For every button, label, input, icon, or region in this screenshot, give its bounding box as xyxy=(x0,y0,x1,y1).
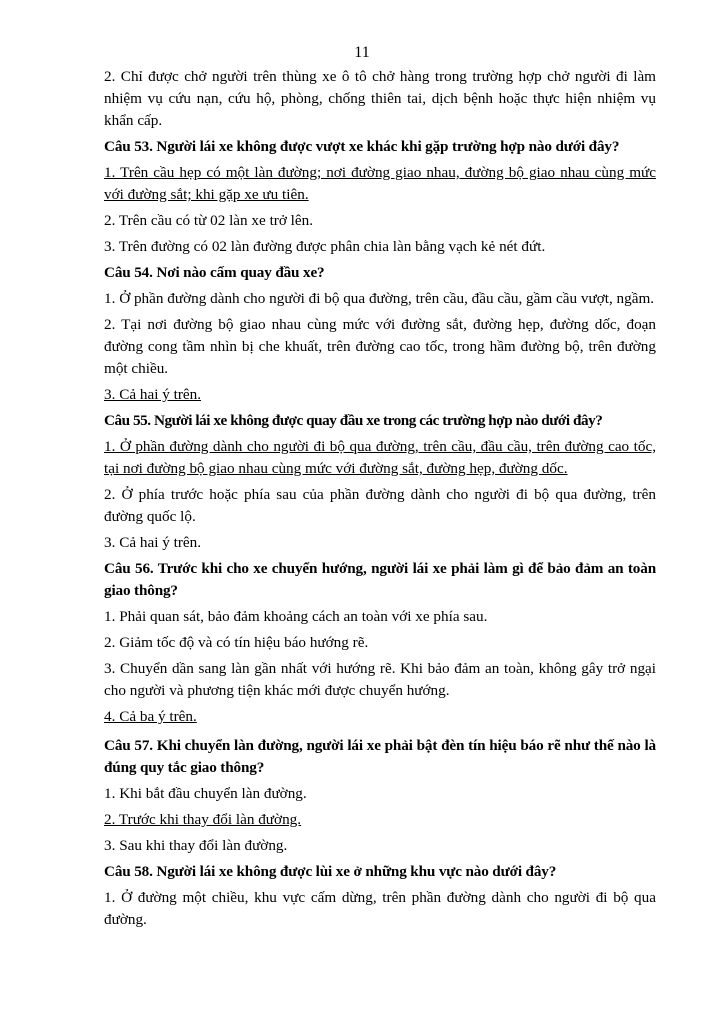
answer-option: 3. Cả hai ý trên. xyxy=(104,534,202,551)
correct-answer: 2. Trước khi thay đổi làn đường. xyxy=(104,811,302,828)
question-53-title: Câu 53. Người lái xe không được vượt xe khác khi gặp trường hợp nào dưới đây? xyxy=(104,138,620,155)
question-57-title: Câu 57. Khi chuyển làn đường, người lái xe phải bật đèn tín hiệu báo rẽ như thế nào là đúng quy tắc giao thông? xyxy=(104,737,656,776)
answer-option: 2. Giảm tốc độ và có tín hiệu báo hướng rẽ. xyxy=(104,634,369,651)
answer-option: 1. Ở phần đường dành cho người đi bộ qua đường, trên cầu, đầu cầu, gầm cầu vượt, ngầm. xyxy=(104,290,655,307)
answer-option: 3. Trên đường có 02 làn đường được phân chia làn bằng vạch kẻ nét đứt. xyxy=(104,238,546,255)
answer-option: 1. Khi bắt đầu chuyển làn đường. xyxy=(104,785,307,802)
page-content xyxy=(104,66,656,935)
correct-answer: 4. Cả ba ý trên. xyxy=(104,708,197,725)
correct-answer: 1. Ở phần đường dành cho người đi bộ qua đường, trên cầu, đầu cầu, trên đường cao tốc, tại nơi đường bộ giao nhau cùng mức với đường sắt, đường hẹp, đường dốc. xyxy=(104,438,656,477)
answer-option: 3. Sau khi thay đổi làn đường. xyxy=(104,837,288,854)
page-number: 11 xyxy=(354,44,370,61)
answer-option: 2. Chỉ được chở người trên thùng xe ô tô chở hàng trong trường hợp chở người đi làm nhiệm vụ cứu nạn, cứu hộ, phòng, chống thiên tai, dịch bệnh hoặc thực hiện nhiệm vụ khẩn cấp. xyxy=(104,68,656,129)
correct-answer: 1. Trên cầu hẹp có một làn đường; nơi đường giao nhau, đường bộ giao nhau cùng mức với đường sắt; khi gặp xe ưu tiên. xyxy=(104,164,656,203)
answer-option: 2. Trên cầu có từ 02 làn xe trở lên. xyxy=(104,212,314,229)
answer-option: 2. Ở phía trước hoặc phía sau của phần đường dành cho người đi bộ qua đường, trên đường quốc lộ. xyxy=(104,486,656,525)
answer-option: 1. Phải quan sát, bảo đảm khoảng cách an toàn với xe phía sau. xyxy=(104,608,488,625)
correct-answer: 3. Cả hai ý trên. xyxy=(104,386,202,403)
correct-answer-wrap xyxy=(104,809,656,831)
answer-option: 2. Tại nơi đường bộ giao nhau cùng mức với đường sắt, đường hẹp, đường dốc, đoạn đường cong tầm nhìn bị che khuất, trên đường cao tốc, trong hầm đường bộ, trên đường một chiều. xyxy=(104,316,656,377)
question-58-title: Câu 58. Người lái xe không được lùi xe ở những khu vực nào dưới đây? xyxy=(104,863,557,880)
question-54-title: Câu 54. Nơi nào cấm quay đầu xe? xyxy=(104,264,325,281)
answer-option: 3. Chuyển dần sang làn gần nhất với hướng rẽ. Khi bảo đảm an toàn, không gây trở ngại cho người và phương tiện khác mới được chuyển hướng. xyxy=(104,660,656,699)
answer-option: 1. Ở đường một chiều, khu vực cấm dừng, trên phần đường dành cho người đi bộ qua đường. xyxy=(104,889,656,928)
question-55-title: Câu 55. Người lái xe không được quay đầu xe trong các trường hợp nào dưới đây? xyxy=(104,412,603,429)
question-56-title: Câu 56. Trước khi cho xe chuyển hướng, người lái xe phải làm gì để bảo đảm an toàn giao thông? xyxy=(104,560,656,599)
